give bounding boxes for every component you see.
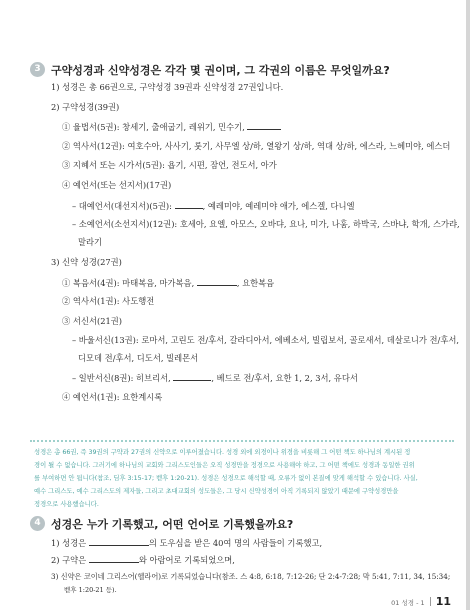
answer-text: , 요한복음 bbox=[236, 278, 275, 288]
answer-text: – 대예언서(대선지서)(5권): bbox=[72, 201, 172, 211]
answer-line: ③ 서신서(21권) bbox=[62, 316, 123, 326]
answer-text: 1) 성경은 bbox=[51, 538, 87, 548]
page-footer bbox=[391, 590, 451, 609]
answer-line: ② 역사서(12권): 여호수아, 사사기, 룻기, 사무엘 상/하, 열왕기 상/하, 역대 상/하, 에스라, 느헤미야, 에스더 bbox=[62, 141, 451, 151]
question-number-badge: 3 bbox=[30, 62, 45, 77]
fill-in-blank[interactable] bbox=[173, 372, 211, 381]
answer-text: 2) 구약은 bbox=[51, 555, 87, 565]
answer-line: ③ 지혜서 또는 시가서(5권): 욥기, 시편, 잠언, 전도서, 아가 bbox=[62, 160, 277, 170]
page-number: 11 bbox=[435, 595, 451, 608]
answer-line: 벧후 1:20-21 등). bbox=[64, 586, 117, 594]
answer-line bbox=[72, 200, 355, 212]
answer-line: 말라기 bbox=[78, 237, 103, 247]
fill-in-blank[interactable] bbox=[89, 554, 139, 563]
answer-text: , 베드로 전/후서, 요한 1, 2, 3서, 유다서 bbox=[211, 373, 358, 383]
page-edge-tab bbox=[466, 0, 470, 610]
answer-line: 3) 신약은 코이네 그리스어(헬라어)로 기록되었습니다(참조. 스 4:8, 6:18, 7:12-26; 단 2:4-7:28; 막 5:41, 7:11, 34, 15:34; bbox=[51, 572, 451, 581]
answer-line bbox=[62, 277, 274, 289]
answer-text: 와 아람어로 기록되었으며, bbox=[138, 555, 235, 565]
answer-text: – 일반서신(8권): 히브리서, bbox=[72, 373, 171, 383]
answer-line bbox=[51, 554, 235, 566]
answer-line: ④ 예언서(또는 선지서)(17권) bbox=[62, 180, 172, 190]
answer-line bbox=[51, 537, 322, 549]
dotted-divider bbox=[30, 440, 454, 442]
fill-in-blank[interactable] bbox=[175, 200, 203, 209]
answer-line: – 바울서신(13권): 로마서, 고린도 전/후서, 갈라디아서, 에베소서, 빌립보서, 골로새서, 데살로니가 전/후서, bbox=[72, 335, 459, 345]
explanation-line: 를 부여하면 안 됩니다(참조, 딤후 3:15-17; 벧후 1:20-21). 성경은 성경으로 해석할 때, 오류가 없이 본질에 맞게 해석할 수 있습니다. 사실, bbox=[34, 475, 418, 482]
explanation-line: 경이 될 수 없습니다. 그러기에 하나님의 교회와 그리스도인들은 오직 성경만을 정경으로 사용해야 하고, 그 어떤 책에도 성경과 동일한 권위 bbox=[34, 462, 415, 469]
answer-text: 의 도우심을 받은 40여 명의 사람들이 기록했고, bbox=[148, 538, 323, 548]
answer-line: ④ 예언서(1권): 요한계시록 bbox=[62, 392, 163, 402]
answer-text: ① 복음서(4권): 마태복음, 마가복음, bbox=[62, 278, 195, 288]
fill-in-blank[interactable] bbox=[89, 537, 149, 546]
answer-line: ② 역사서(1권): 사도행전 bbox=[62, 296, 155, 306]
answer-line bbox=[62, 121, 281, 133]
answer-line: 3) 신약 성경(27권) bbox=[51, 257, 122, 267]
answer-text: , 예레미야, 예레미야 애가, 에스겔, 다니엘 bbox=[202, 201, 355, 211]
question-title: 성경은 누가 기록했고, 어떤 언어로 기록했을까요? bbox=[51, 518, 294, 531]
chapter-label: 01 성경 - 1 bbox=[391, 599, 425, 607]
answer-line: 1) 성경은 총 66권으로, 구약성경 39권과 신약성경 27권입니다. bbox=[51, 82, 284, 92]
explanation-line: 예수 그리스도, 예수 그리스도의 제자들, 그리고 초대교회의 성도들은, 그 당시 신약성경이 아직 기록되지 않았기 때문에 구약성경만을 bbox=[34, 488, 399, 495]
answer-line: 2) 구약성경(39권) bbox=[51, 102, 120, 112]
explanation-line: 성경은 총 66권, 즉 39권의 구약과 27권의 신약으로 이루어졌습니다. 성경 외에 외경이나 위경을 비롯해 그 어떤 책도 하나님의 계시된 정 bbox=[34, 449, 411, 456]
answer-line: 디모데 전/후서, 디도서, 빌레몬서 bbox=[78, 353, 199, 363]
question-title: 구약성경과 신약성경은 각각 몇 권이며, 그 각권의 이름은 무엇일까요? bbox=[51, 64, 390, 77]
fill-in-blank[interactable] bbox=[247, 121, 281, 130]
answer-text: ① 율법서(5권): 창세기, 출애굽기, 레위기, 민수기, bbox=[62, 122, 245, 132]
fill-in-blank[interactable] bbox=[197, 277, 237, 286]
explanation-line: 정경으로 사용했습니다. bbox=[34, 501, 99, 508]
question-number-badge: 4 bbox=[30, 516, 45, 531]
footer-divider bbox=[430, 597, 431, 606]
answer-line bbox=[72, 372, 358, 384]
answer-line: – 소예언서(소선지서)(12권): 호세아, 요엘, 아모스, 오바댜, 요나, 미가, 나훔, 하박국, 스바냐, 학개, 스가랴, bbox=[72, 219, 460, 229]
